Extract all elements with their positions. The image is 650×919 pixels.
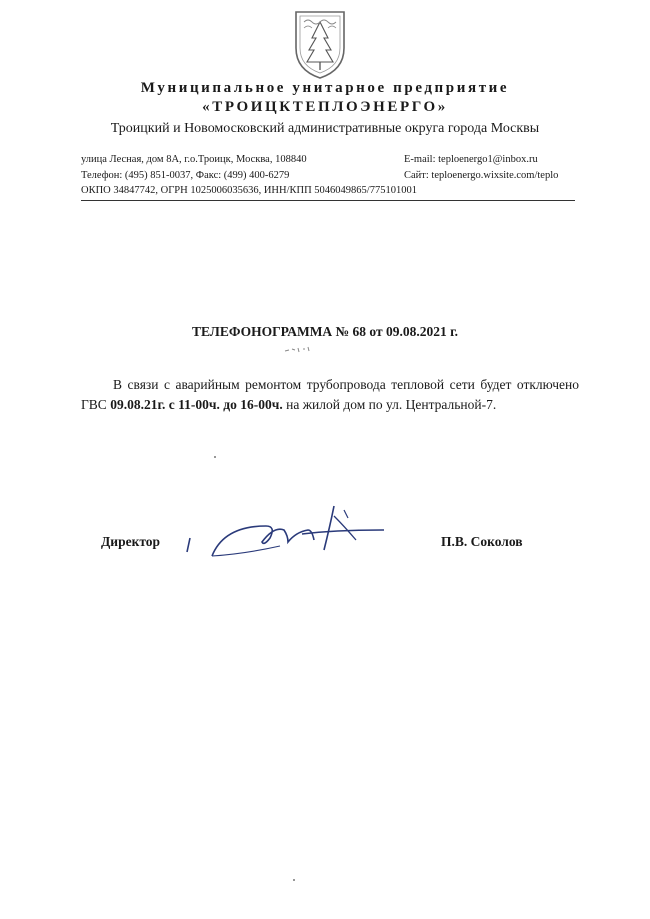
notice-text-part2: на жилой дом по ул. Центральной-7. [282, 397, 497, 412]
outage-time-text: 09.08.21г. с 11-00ч. до 16-00ч. [110, 397, 283, 412]
header-divider [81, 200, 575, 201]
handwritten-signature [184, 496, 394, 566]
speck [293, 879, 295, 881]
speck [214, 456, 216, 458]
notice-body [81, 375, 579, 415]
faint-mark [283, 343, 313, 355]
address-text: улица Лесная, дом 8А, г.о.Троицк, Москва, 108840 [81, 154, 307, 165]
website-text: Сайт: teploenergo.wixsite.com/teplo [404, 169, 559, 181]
registration-codes-text: ОКПО 34847742, ОГРН 1025006035636, ИНН/КПП 5046049865/775101001 [81, 185, 417, 196]
signatory-position: Директор [101, 534, 161, 549]
organization-name: «ТРОИЦКТЕПЛОЭНЕРГО» [202, 99, 448, 115]
organization-district: Троицкий и Новомосковский административные округа города Москвы [110, 121, 540, 136]
organization-type: Муниципальное унитарное предприятие [140, 80, 510, 96]
email-text: E-mail: teploenergo1@inbox.ru [404, 154, 538, 165]
phone-fax-text: Телефон: (495) 851-0037, Факс: (499) 400-6279 [81, 169, 290, 181]
coat-of-arms-emblem [292, 8, 348, 80]
notice-paragraph [81, 375, 579, 415]
notice-text-part1: В связи с аварийным ремонтом трубопровода тепловой сети будет отключено ГВС [81, 377, 579, 412]
document-title: ТЕЛЕФОНОГРАММА № 68 от 09.08.2021 г. [191, 324, 459, 339]
contacts-right [404, 152, 558, 183]
contacts-left [81, 152, 417, 199]
signatory-name: П.В. Соколов [441, 534, 523, 549]
